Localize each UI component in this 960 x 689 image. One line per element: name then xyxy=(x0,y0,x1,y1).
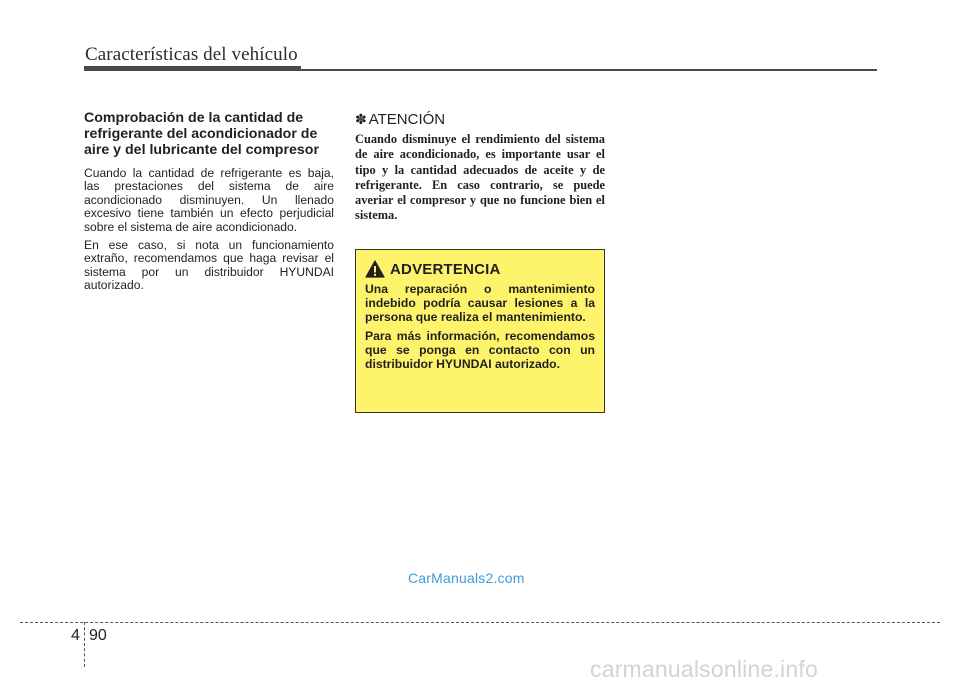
attention-block xyxy=(355,110,605,224)
attention-heading-label: ATENCIÓN xyxy=(368,111,446,128)
warning-box xyxy=(355,249,605,413)
page-header-title: Características del vehículo xyxy=(85,44,298,65)
left-column xyxy=(84,110,334,298)
warning-paragraph-2: Para más información, recomendamos que se ponga en contacto con un distribuidor HYUNDAI autorizado. xyxy=(365,329,595,371)
watermark-link[interactable]: CarManuals2.com xyxy=(408,570,525,586)
page-number: 90 xyxy=(89,627,107,644)
warning-triangle-icon xyxy=(365,260,385,278)
attention-star-icon: ✽ xyxy=(355,111,367,127)
header-rule-thick xyxy=(84,66,301,71)
footer-vertical-dashed-rule xyxy=(84,622,85,667)
warning-title: ADVERTENCIA xyxy=(390,260,501,278)
section-title: Comprobación de la cantidad de refrigerante del acondicionador de aire y del lubricante del compresor xyxy=(84,110,319,158)
header-rule-thin xyxy=(301,69,877,71)
attention-text: Cuando disminuye el rendimiento del sistema de aire acondicionado, es importante usar el tipo y la cantidad adecuados de aceite y de refrigerante. En caso contrario, se puede averiar el compresor y que no funcione bien el sistema. xyxy=(355,132,605,223)
footer-dashed-rule xyxy=(20,622,940,623)
section-paragraph-2: En ese caso, si nota un funcionamiento extraño, recomendamos que haga revisar el sistema por un distribuidor HYUNDAI autorizado. xyxy=(84,238,334,293)
section-paragraph-1: Cuando la cantidad de refrigerante es baja, las prestaciones del sistema de aire acondicionado disminuyen. Un llenado excesivo tiene también un efecto perjudicial sobre el sistema de aire acondicionado. xyxy=(84,166,334,234)
warning-header xyxy=(365,260,595,278)
chapter-number: 4 xyxy=(71,627,80,644)
warning-paragraph-1: Una reparación o mantenimiento indebido podría causar lesiones a la persona que realiza el mantenimiento. xyxy=(365,282,595,324)
attention-heading xyxy=(355,110,605,129)
site-watermark: carmanualsonline.info xyxy=(590,656,818,682)
